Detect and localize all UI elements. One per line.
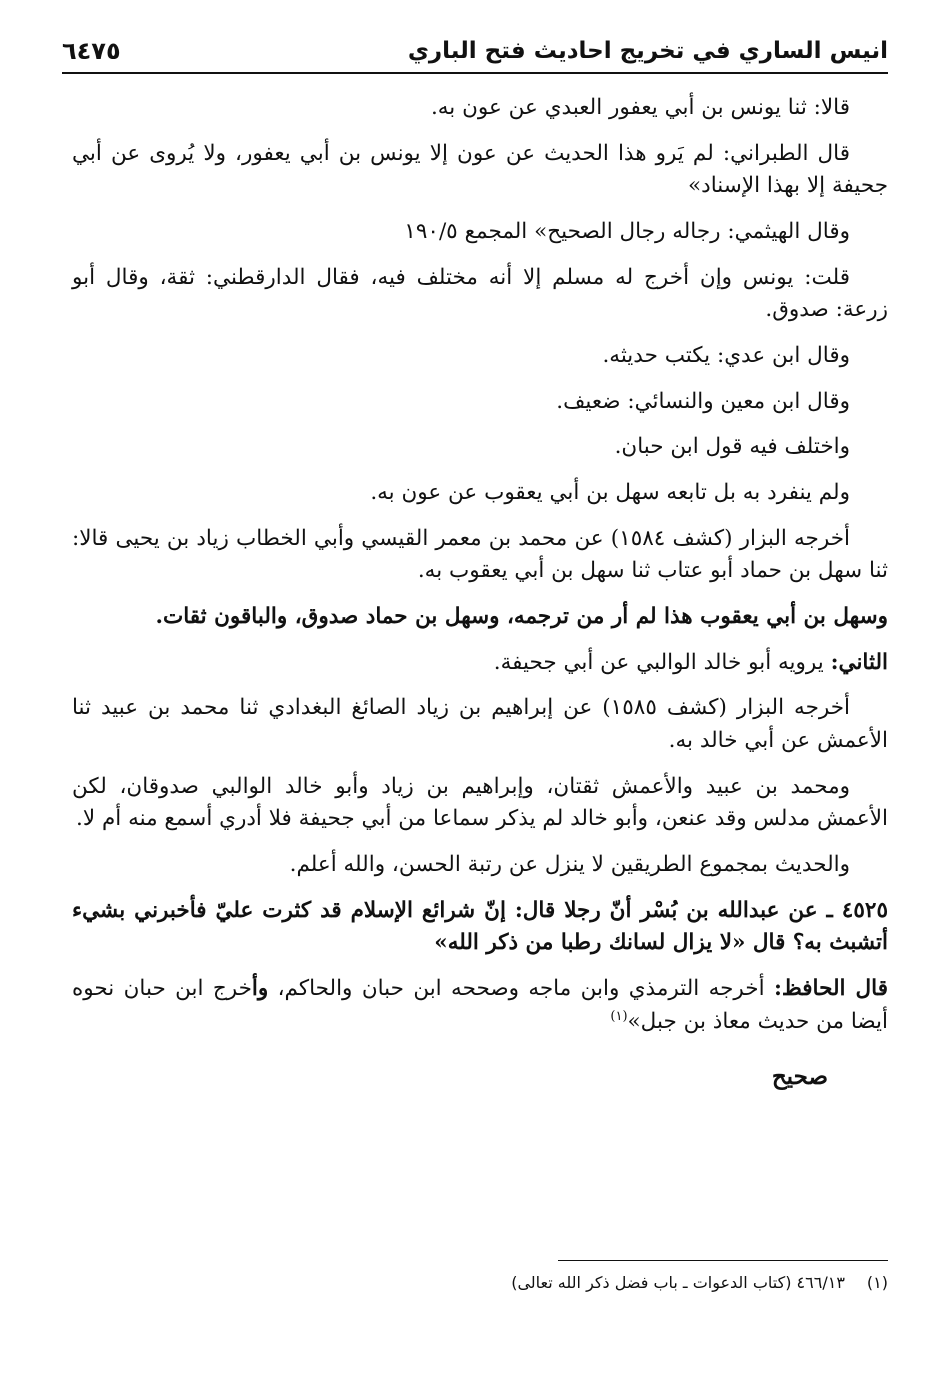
hadith-grade: صحيح <box>771 1063 828 1091</box>
second-route-paragraph <box>72 647 888 680</box>
footnote-divider <box>558 1260 888 1261</box>
footnote-text: ٤٦٦/١٣ (كتاب الدعوات ـ باب فضل ذكر الله تعالى) <box>511 1273 845 1292</box>
paragraph: قال الطبراني: لم يَرو هذا الحديث عن عون إلا يونس بن أبي يعفور، ولا يُروى عن أبي جحيفة إلا بهذا الإسناد» <box>72 140 888 199</box>
hadith-text: عن عبدالله بن بُسْر أنّ رجلا قال: إنّ شرائع الإسلام قد كثرت عليّ فأخبرني بشيء أتشبث به؟ قال <box>72 897 888 956</box>
paragraph: وقال الهيثمي: رجاله رجال الصحيح» المجمع ١٩٠/٥ <box>404 219 850 245</box>
hadith-quote: «لا يزال لسانك رطبا من ذكر الله» <box>434 930 746 956</box>
hafiz-paragraph <box>72 973 888 1038</box>
paragraph: وقال ابن عدي: يكتب حديثه. <box>602 343 850 369</box>
paragraph: ولم ينفرد به بل تابعه سهل بن أبي يعقوب عن عون به. <box>370 480 850 506</box>
hafiz-text-2: خرج ابن حبان نحوه أيضا من حديث معاذ بن جبل» <box>72 976 888 1034</box>
paragraph: ومحمد بن عبيد والأعمش ثقتان، وإبراهيم بن زياد وأبو خالد الوالبي صدوقان، لكن الأعمش مدلس وقد عنعن، وأبو خالد لم يذكر سماعا من أبي جحيفة فلا أدري أسمع منه أم لا. <box>72 773 888 832</box>
paragraph: واختلف فيه قول ابن حبان. <box>614 434 850 460</box>
paragraph: وقال ابن معين والنسائي: ضعيف. <box>556 388 850 414</box>
hafiz-label: قال الحافظ: <box>773 976 888 1002</box>
hadith-number: ٤٥٢٥ ـ <box>826 897 888 923</box>
running-title: انيس الساري في تخريج احاديث فتح الباري <box>407 38 888 64</box>
paragraph: أخرجه البزار (كشف ١٥٨٤) عن محمد بن معمر القيسي وأبي الخطاب زياد بن يحيى قالا: ثنا سهل بن حماد أبو عتاب ثنا سهل بن أبي يعقوب به. <box>72 525 888 584</box>
footnote <box>72 1273 888 1292</box>
hadith-paragraph <box>72 895 888 960</box>
page-header <box>62 30 888 74</box>
paragraph: والحديث بمجموع الطريقين لا ينزل عن رتبة الحسن، والله أعلم. <box>289 852 850 878</box>
footnote-number: (١) <box>866 1273 888 1292</box>
second-route-text: يرويه أبو خالد الوالبي عن أبي جحيفة. <box>493 649 831 675</box>
bold-paragraph: وسهل بن أبي يعقوب هذا لم أر من ترجمه، وسهل بن حماد صدوق، والباقون ثقات. <box>155 604 888 630</box>
hafiz-bold-part: وأ <box>251 976 269 1002</box>
hafiz-text: أخرجه الترمذي وابن ماجه وصححه ابن حبان والحاكم، <box>268 976 774 1002</box>
paragraph: قلت: يونس وإن أخرج له مسلم إلا أنه مختلف فيه، فقال الدارقطني: ثقة، وقال أبو زرعة: صدوق. <box>72 264 888 323</box>
second-route-label: الثاني: <box>830 649 888 675</box>
body-text <box>72 92 888 1108</box>
paragraph: قالا: ثنا يونس بن أبي يعفور العبدي عن عون به. <box>430 95 850 120</box>
footnote-reference[interactable]: (١) <box>610 1008 628 1024</box>
paragraph: أخرجه البزار (كشف ١٥٨٥) عن إبراهيم بن زياد الصائغ البغدادي ثنا محمد بن عبيد ثنا الأعمش عن أبي خالد به. <box>72 695 888 754</box>
page-number: ٦٤٧٥ <box>62 37 121 65</box>
